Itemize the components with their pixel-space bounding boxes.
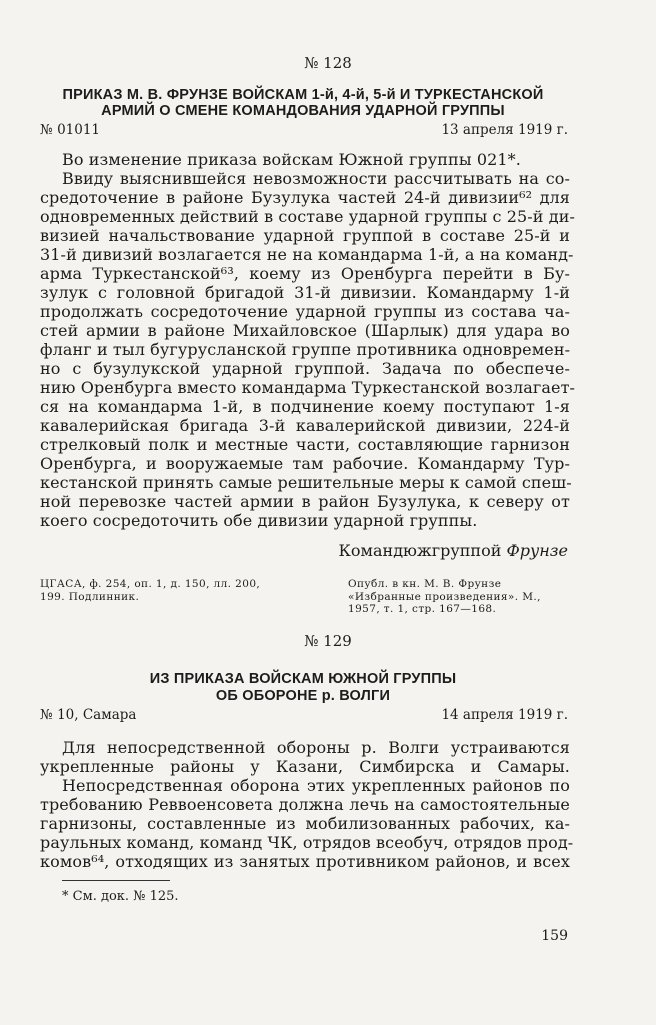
doc128-body-line: визией начальствование ударной группой в составе 25-й и	[40, 226, 570, 245]
doc128-order-number: № 01011	[40, 122, 101, 138]
doc129-body-line: комов⁶⁴, отходящих из занятых противником районов, и всех	[40, 852, 570, 871]
doc128-body-line: продолжать сосредоточение ударной группы из состава ча-	[40, 302, 570, 321]
doc128-body-line: одновременных действий в составе ударной группы с 25-й ди-	[40, 207, 575, 226]
page-number: 159	[541, 928, 568, 944]
doc129-order-number: № 10, Самара	[40, 707, 137, 723]
doc129-body-line: укрепленные районы у Казани, Симбирска и Самары.	[40, 757, 570, 776]
doc128-body-line: Во изменение приказа войскам Южной группы 021*.	[62, 150, 521, 169]
doc128-body-line: ной перевозке частей армии в район Бузулука, к северу от	[40, 492, 570, 511]
doc129-body-line: гарнизоны, составленные из мобилизованных рабочих, ка-	[40, 814, 570, 833]
doc128-body-line: но с бузулукской ударной группой. Задача по обеспече-	[40, 359, 570, 378]
doc129-body-line: Непосредственная оборона этих укрепленных районов по	[62, 776, 570, 795]
doc129-title-line-2: ОБ ОБОРОНЕ р. ВОЛГИ	[215, 688, 391, 704]
doc128-signature-role: Командюжгруппой	[338, 541, 502, 560]
doc128-signature	[339, 541, 568, 560]
doc128-body-line: стей армии в районе Михайловское (Шарлык) для удара во	[40, 321, 570, 340]
doc128-number: № 128	[304, 54, 352, 72]
doc129-number: № 129	[304, 632, 352, 650]
doc128-title-line-1: ПРИКАЗ М. В. ФРУНЗЕ ВОЙСКАМ 1-й, 4-й, 5-й И ТУРКЕСТАНСКОЙ	[62, 87, 544, 103]
doc128-body-line: кавалерийская бригада 3-й кавалерийской дивизии, 224-й	[40, 416, 570, 435]
doc129-title-line-1: ИЗ ПРИКАЗА ВОЙСКАМ ЮЖНОЙ ГРУППЫ	[149, 671, 457, 687]
doc128-body-line: нию Оренбурга вместо командарма Туркестанской возлагает-	[40, 378, 576, 397]
doc128-body-line: ся на командарма 1-й, в подчинение коему поступают 1-я	[40, 397, 570, 416]
doc128-signature-name: Фрунзе	[506, 541, 568, 560]
doc128-date: 13 апреля 1919 г.	[441, 122, 568, 138]
doc128-body-line: коего сосредоточить обе дивизии ударной группы.	[40, 511, 478, 530]
doc128-body-line: Ввиду выяснившейся невозможности рассчитывать на со-	[62, 169, 570, 188]
doc128-body-line: арма Туркестанской⁶³, коему из Оренбурга перейти в Бу-	[40, 264, 570, 283]
doc128-body-line: средоточение в районе Бузулука частей 24-й дивизии⁶² для	[40, 188, 570, 207]
doc128-publication: Опубл. в кн. М. В. Фрунзе «Избранные произведения». М., 1957, т. 1, стр. 167—168.	[348, 578, 541, 615]
doc128-body-line: кестанской принять самые решительные меры к самой спеш-	[40, 473, 572, 492]
doc129-body-line: требованию Реввоенсовета должна лечь на самостоятельные	[40, 795, 570, 814]
doc128-body-line: 31-й дивизий возлагается не на командарма 1-й, а на команд-	[40, 245, 574, 264]
doc128-body-line: стрелковый полк и местные части, составляющие гарнизон	[40, 435, 570, 454]
footnote: * См. док. № 125.	[62, 889, 179, 904]
doc128-archive-source: ЦГАСА, ф. 254, оп. 1, д. 150, лл. 200, 199. Подлинник.	[40, 578, 261, 603]
footnote-rule	[62, 880, 170, 881]
doc128-body-line: зулук с головной бригадой 31-й дивизии. Командарму 1-й	[40, 283, 570, 302]
doc128-title-line-2: АРМИЙ О СМЕНЕ КОМАНДОВАНИЯ УДАРНОЙ ГРУППЫ	[101, 103, 505, 119]
doc129-body-line: раульных команд, команд ЧК, отрядов всеобуч, отрядов прод-	[40, 833, 574, 852]
doc129-body-line: Для непосредственной обороны р. Волги устраиваются	[62, 738, 570, 757]
doc128-body-line: Оренбурга, и вооружаемые там рабочие. Командарму Тур-	[40, 454, 570, 473]
doc128-body-line: фланг и тыл бугурусланской группе противника одновремен-	[40, 340, 571, 359]
doc129-date: 14 апреля 1919 г.	[441, 707, 568, 723]
